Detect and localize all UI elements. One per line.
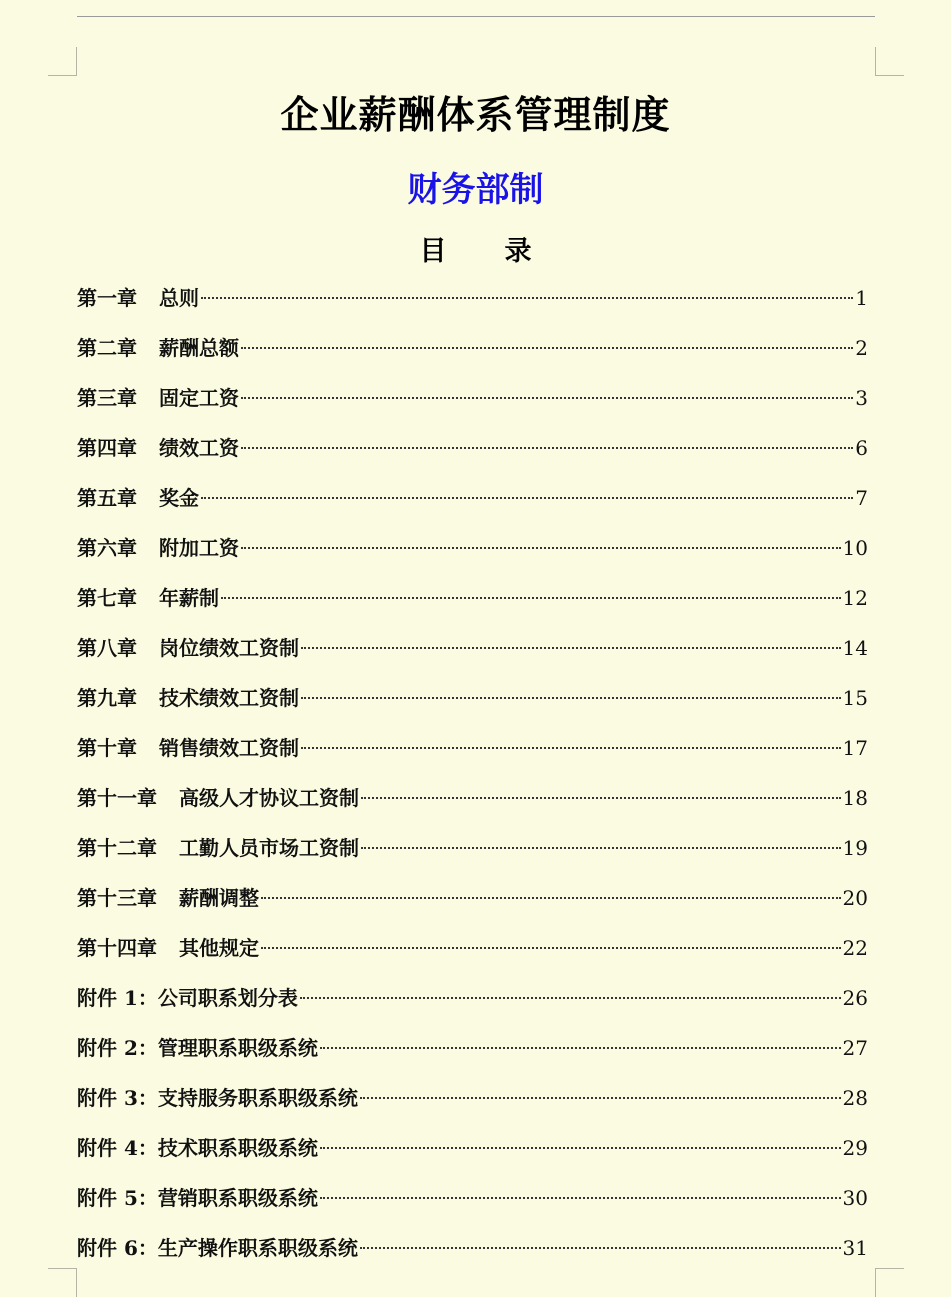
toc-dot-leader: [361, 797, 841, 799]
toc-entry-title: 绩效工资: [159, 436, 239, 460]
toc-dot-leader: [241, 347, 853, 349]
toc-entry-title: 附件 3：支持服务职系职级系统: [77, 1086, 358, 1110]
toc-dot-leader: [241, 447, 853, 449]
toc-entry-page-number: 30: [842, 1186, 868, 1210]
toc-entry-title: 销售绩效工资制: [159, 736, 299, 760]
toc-entry-title: 薪酬调整: [179, 886, 259, 910]
toc-entry-page-number: 29: [842, 1136, 868, 1160]
toc-dot-leader: [320, 1047, 841, 1049]
crop-mark-bottom-left: [48, 1268, 77, 1297]
toc-dot-leader: [320, 1147, 841, 1149]
toc-entry-title: 奖金: [159, 486, 199, 510]
toc-dot-leader: [301, 747, 841, 749]
toc-entry-title: 岗位绩效工资制: [159, 636, 299, 660]
toc-entry[interactable]: [77, 677, 868, 727]
toc-entry[interactable]: [77, 1077, 868, 1127]
toc-entry[interactable]: [77, 577, 868, 627]
toc-entry-title: 附加工资: [159, 536, 239, 560]
toc-entry[interactable]: [77, 777, 868, 827]
toc-entry-page-number: 3: [855, 386, 868, 410]
toc-entry-page-number: 7: [855, 486, 868, 510]
crop-mark-top-right: [875, 47, 904, 76]
toc-entry-title: 附件 6：生产操作职系职级系统: [77, 1236, 358, 1260]
crop-mark-top-left: [48, 47, 77, 76]
toc-entry[interactable]: [77, 277, 868, 327]
toc-entry-title: 附件 4：技术职系职级系统: [77, 1136, 318, 1160]
toc-entry-chapter: 第四章: [77, 436, 137, 460]
toc-entry-chapter: 第十一章: [77, 786, 157, 810]
toc-dot-leader: [241, 397, 853, 399]
toc-entry[interactable]: [77, 877, 868, 927]
toc-entry-chapter: 第十二章: [77, 836, 157, 860]
toc-dot-leader: [261, 897, 841, 899]
document-title: 企业薪酬体系管理制度: [280, 93, 671, 137]
header-rule: [77, 16, 875, 17]
toc-entry[interactable]: [77, 327, 868, 377]
toc-entry-page-number: 14: [842, 636, 868, 660]
toc-entry[interactable]: [77, 1127, 868, 1177]
toc-entry-title: 附件 1：公司职系划分表: [77, 986, 298, 1010]
toc-entry[interactable]: [77, 477, 868, 527]
toc-entry-page-number: 6: [855, 436, 868, 460]
toc-entry-chapter: 第九章: [77, 686, 137, 710]
toc-entry[interactable]: [77, 977, 868, 1027]
toc-entry[interactable]: [77, 727, 868, 777]
toc-dot-leader: [241, 547, 841, 549]
toc-entry[interactable]: [77, 1227, 868, 1277]
toc-dot-leader: [360, 1247, 841, 1249]
toc-entry-chapter: 第二章: [77, 336, 137, 360]
toc-entry[interactable]: [77, 427, 868, 477]
toc-entry-page-number: 12: [842, 586, 868, 610]
toc-entry[interactable]: [77, 827, 868, 877]
toc-list: [77, 277, 868, 1277]
toc-entry-title: 其他规定: [179, 936, 259, 960]
toc-dot-leader: [221, 597, 841, 599]
toc-entry[interactable]: [77, 377, 868, 427]
toc-entry-page-number: 22: [842, 936, 868, 960]
toc-dot-leader: [300, 997, 841, 999]
toc-dot-leader: [201, 497, 853, 499]
toc-entry-page-number: 1: [855, 286, 868, 310]
toc-entry-title: 技术绩效工资制: [159, 686, 299, 710]
toc-entry-page-number: 27: [842, 1036, 868, 1060]
toc-entry-page-number: 19: [842, 836, 868, 860]
toc-entry-chapter: 第七章: [77, 586, 137, 610]
toc-heading-char: 目: [419, 236, 447, 267]
toc-entry-chapter: 第十四章: [77, 936, 157, 960]
toc-entry-title: 高级人才协议工资制: [179, 786, 359, 810]
toc-entry-chapter: 第三章: [77, 386, 137, 410]
toc-entry-title: 工勤人员市场工资制: [179, 836, 359, 860]
toc-entry-title: 薪酬总额: [159, 336, 239, 360]
toc-entry[interactable]: [77, 927, 868, 977]
toc-dot-leader: [320, 1197, 841, 1199]
crop-mark-bottom-right: [875, 1268, 904, 1297]
toc-entry-page-number: 28: [842, 1086, 868, 1110]
toc-entry-page-number: 20: [842, 886, 868, 910]
toc-dot-leader: [201, 297, 853, 299]
toc-entry-chapter: 第六章: [77, 536, 137, 560]
toc-dot-leader: [301, 697, 841, 699]
toc-heading-char: 录: [504, 236, 532, 267]
toc-entry-title: 总则: [159, 286, 199, 310]
toc-entry-page-number: 26: [842, 986, 868, 1010]
document-subtitle: 财务部制: [407, 170, 544, 210]
toc-dot-leader: [261, 947, 841, 949]
toc-entry[interactable]: [77, 1027, 868, 1077]
toc-entry[interactable]: [77, 627, 868, 677]
toc-entry-chapter: 第五章: [77, 486, 137, 510]
toc-entry-title: 附件 5：营销职系职级系统: [77, 1186, 318, 1210]
toc-entry-page-number: 17: [842, 736, 868, 760]
toc-entry-chapter: 第十三章: [77, 886, 157, 910]
toc-entry-page-number: 10: [842, 536, 868, 560]
toc-entry[interactable]: [77, 527, 868, 577]
toc-dot-leader: [361, 847, 841, 849]
toc-heading: [0, 232, 951, 272]
toc-dot-leader: [301, 647, 841, 649]
toc-entry-page-number: 2: [855, 336, 868, 360]
toc-entry[interactable]: [77, 1177, 868, 1227]
toc-entry-page-number: 31: [842, 1236, 868, 1260]
toc-dot-leader: [360, 1097, 841, 1099]
toc-entry-page-number: 15: [842, 686, 868, 710]
toc-entry-title: 附件 2：管理职系职级系统: [77, 1036, 318, 1060]
toc-entry-page-number: 18: [842, 786, 868, 810]
toc-entry-chapter: 第一章: [77, 286, 137, 310]
toc-entry-chapter: 第八章: [77, 636, 137, 660]
toc-entry-title: 固定工资: [159, 386, 239, 410]
toc-entry-chapter: 第十章: [77, 736, 137, 760]
toc-entry-title: 年薪制: [159, 586, 219, 610]
